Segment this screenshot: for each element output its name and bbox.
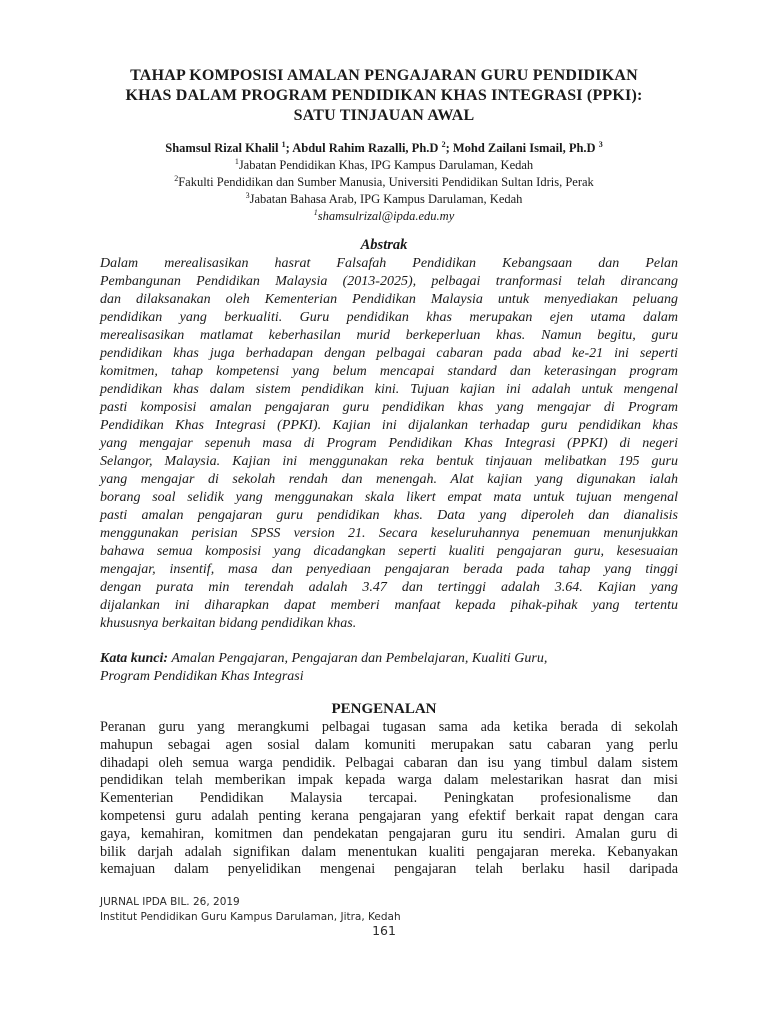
- text-line: pendidikan yang berkualiti. Guru pendidikan khas merupakan ejen utama dalam: [100, 310, 678, 325]
- text-line: yang mengajar di sekolah rendah dan menengah. Alat kajian yang digunakan ialah: [100, 472, 678, 487]
- text-line: bilik darjah adalah signifikan dalam menentukan kualiti pengajaran mereka. Kebanyakan: [100, 843, 678, 860]
- text-line: Selangor, Malaysia. Kajian ini menggunakan reka bentuk tinjauan melibatkan 195 guru: [100, 454, 678, 469]
- text-line: komitmen, tahap kompetensi yang belum mencapai standard dan keterasingan program: [100, 364, 678, 379]
- paper-title: [80, 66, 688, 126]
- keywords-text: Amalan Pengajaran, Pengajaran dan Pembelajaran, Kualiti Guru,: [168, 651, 548, 666]
- author-name: ; Mohd Zailani Ismail, Ph.D: [445, 141, 596, 155]
- text-line: kompetensi guru adalah penting kerana pengajaran yang efektif berkait rapat dengan cara: [100, 807, 678, 824]
- affiliation-line: [60, 157, 708, 174]
- affiliation-superscript: 3: [245, 190, 250, 200]
- text-line: dan dilaksanakan oleh Kementerian Pendidikan Malaysia untuk menyediakan peluang: [100, 292, 678, 307]
- title-line: KHAS DALAM PROGRAM PENDIDIKAN KHAS INTEGRASI (PPKI):: [125, 87, 643, 104]
- text-line: borang soal selidik yang menggunakan skala likert empat mata untuk tujuan mengenal: [100, 490, 678, 505]
- email-text: shamsulrizal@ipda.edu.my: [317, 209, 455, 223]
- text-line: Peranan guru yang merangkumi pelbagai tugasan sama ada ketika berada di sekolah: [100, 719, 678, 735]
- keywords-label: Kata kunci:: [100, 651, 169, 666]
- text-line: pasti amalan pengajaran guru pendidikan khas. Data yang diperoleh dan dianalisis: [100, 508, 678, 523]
- email-line: [60, 208, 708, 225]
- section-heading: PENGENALAN: [331, 701, 437, 717]
- text-line: pendidikan khas dalam sistem pendidikan kini. Tujuan kajian ini adalah untuk mengenal: [100, 382, 678, 397]
- text-line: mahupun sebagai agen sosial dalam komuniti merupakan satu cabaran yang perlu: [100, 736, 678, 753]
- affiliation-line: [60, 174, 708, 191]
- text-line: menggunakan perisian SPSS version 21. Secara keseluruhannya penemuan menunjukkan: [100, 526, 678, 541]
- abstract-body: [100, 255, 678, 633]
- text-line: Pendidikan Khas Integrasi (PPKI). Kajian ini dijalankan terhadap guru pendidikan khas: [100, 418, 678, 433]
- keywords: [100, 650, 678, 686]
- text-line: merealisasikan matlamat keberhasilan murid berkeperluan khas. Namun begitu, guru: [100, 328, 678, 343]
- author-name: ; Abdul Rahim Razalli, Ph.D: [285, 141, 439, 155]
- abstract-heading: Abstrak: [360, 237, 408, 253]
- affiliation-superscript: 2: [174, 173, 179, 183]
- title-line: SATU TINJAUAN AWAL: [293, 107, 475, 124]
- title-line: TAHAP KOMPOSISI AMALAN PENGAJARAN GURU PENDIDIKAN: [130, 67, 638, 84]
- author-name: Shamsul Rizal Khalil: [165, 141, 279, 155]
- text-line: kemajuan dalam penyelidikan mengenai pengajaran telah berlaku hasil daripada: [100, 861, 678, 878]
- keywords-line: [100, 650, 678, 668]
- text-line: pendidikan khas juga berhadapan dengan pelbagai cabaran pada abad ke-21 ini seperti: [100, 346, 678, 361]
- text-line: Kementerian Pendidikan Malaysia tercapai. Peningkatan profesionalisme dan: [100, 790, 678, 807]
- author-superscript: 2: [441, 139, 446, 149]
- text-line: khususnya berkaitan bidang pendidikan khas.: [100, 616, 357, 631]
- affiliation-text: Fakulti Pendidikan dan Sumber Manusia, Universiti Pendidikan Sultan Idris, Perak: [178, 175, 594, 189]
- text-line: dijalankan ini diharapkan dapat memberi manfaat kepada pihak-pihak yang tertentu: [100, 598, 678, 613]
- affiliation-line: [60, 191, 708, 208]
- author-superscript: 3: [598, 139, 603, 149]
- author-superscript: 1: [281, 139, 286, 149]
- footer-journal: JURNAL IPDA BIL. 26, 2019: [100, 896, 240, 908]
- text-line: mengajar, insentif, masa dan penyediaan pengajaran berada pada tahap yang tinggi: [100, 562, 678, 577]
- text-line: dihadapi oleh semua warga pendidik. Pelbagai cabaran dan isu yang timbul dalam sistem: [100, 754, 678, 771]
- affiliation-text: Jabatan Pendidikan Khas, IPG Kampus Darulaman, Kedah: [238, 158, 534, 172]
- text-line: pasti komposisi amalan pengajaran guru pendidikan khas yang mengajar di Program: [100, 400, 678, 415]
- text-line: gaya, kemahiran, komitmen dan pendekatan pengajaran guru itu sendiri. Amalan guru di: [100, 825, 678, 842]
- journal-footer: [100, 895, 678, 925]
- email-superscript: 1: [313, 207, 318, 217]
- text-line: yang mengajar sepenuh masa di Program Pendidikan Khas Integrasi (PPKI) di negeri: [100, 436, 678, 451]
- text-line: pendidikan telah memberikan impak kepada warga dalam melestarikan hasrat dan misi: [100, 772, 678, 789]
- text-line: Dalam merealisasikan hasrat Falsafah Pendidikan Kebangsaan dan Pelan: [100, 256, 678, 271]
- text-line: Pembangunan Pendidikan Malaysia (2013-2025), pelbagai tranformasi telah dirancang: [100, 274, 678, 289]
- text-line: bahawa semua komposisi yang dicadangkan seperti kualiti pengajaran guru, kesesuaian: [100, 544, 678, 559]
- page-number: 161: [372, 923, 396, 938]
- affiliations: [60, 157, 708, 225]
- introduction-body: [100, 719, 678, 879]
- affiliation-superscript: 1: [234, 156, 239, 166]
- text-line: dengan purata min terendah adalah 3.47 dan tertinggi adalah 3.64. Kajian yang: [100, 580, 678, 595]
- author-list: [60, 140, 708, 156]
- keywords-line: Program Pendidikan Khas Integrasi: [100, 669, 304, 684]
- affiliation-text: Jabatan Bahasa Arab, IPG Kampus Darulaman, Kedah: [249, 192, 523, 206]
- footer-institution: Institut Pendidikan Guru Kampus Darulaman, Jitra, Kedah: [100, 911, 401, 923]
